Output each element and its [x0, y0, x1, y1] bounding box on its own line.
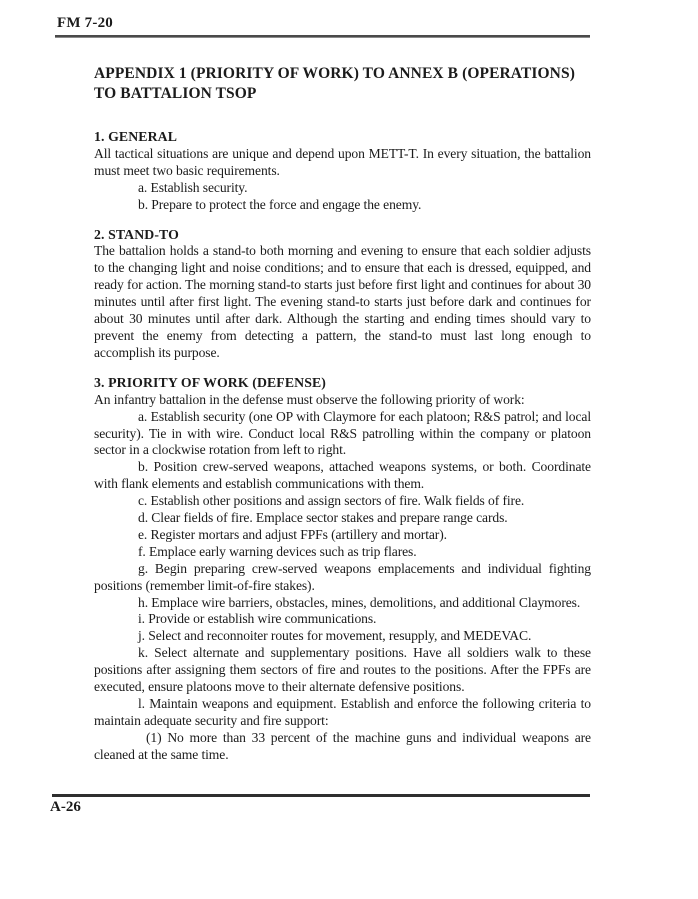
footer-page-number: A-26 [50, 799, 81, 815]
section-heading-general: 1. GENERAL [94, 129, 178, 144]
section-priority-of-work [94, 375, 591, 764]
list-item: i. Provide or establish wire communications. [138, 611, 377, 627]
list-item: g. Begin preparing crew-served weapons emplacements and individual fighting positions (remember limit-of-fire stakes). [94, 560, 591, 593]
list-item: b. Position crew-served weapons, attached weapons systems, or both. Coordinate with flank elements and establish communications with them. [94, 459, 591, 492]
list-subitem: (1) No more than 33 percent of the machine guns and individual weapons are cleaned at the same time. [94, 729, 591, 762]
list-item: e. Register mortars and adjust FPFs (artillery and mortar). [138, 526, 447, 542]
list-item: d. Clear fields of fire. Emplace sector stakes and prepare range cards. [138, 510, 508, 526]
list-item: a. Establish security (one OP with Claymore for each platoon; R&S patrol; and local security). Tie in with wire. Conduct local R&S patrolling within the company or platoon sector in a clockwise rotation from left to right. [94, 408, 591, 458]
list-item: a. Establish security. [138, 179, 248, 195]
list-item: b. Prepare to protect the force and engage the enemy. [138, 196, 422, 212]
list-item: c. Establish other positions and assign sectors of fire. Walk fields of fire. [138, 493, 525, 509]
header-rule [55, 35, 590, 38]
paragraph: The battalion holds a stand-to both morning and evening to ensure that each soldier adjusts to the changing light and noise conditions; and to ensure that each is dressed, equipped, and ready for action. The morning stand-to starts just before first light and continues for about 30 minutes until after first light. The evening stand-to starts just before dark and continues for about 30 minutes until after dark. Although the starting and ending times should vary to prevent the enemy from detecting a pattern, the stand-to must last long enough to accomplish its purpose. [94, 243, 591, 360]
appendix-title: APPENDIX 1 (PRIORITY OF WORK) TO ANNEX B (OPERATIONS) TO BATTALION TSOP [94, 65, 575, 102]
footer-rule [52, 794, 590, 797]
paragraph: All tactical situations are unique and depend upon METT-T. In every situation, the battalion must meet two basic requirements. [94, 145, 591, 178]
document-body [94, 64, 591, 764]
list-item: f. Emplace early warning devices such as trip flares. [138, 543, 417, 559]
list-item: l. Maintain weapons and equipment. Establish and enforce the following criteria to maintain adequate security and fire support: [94, 696, 591, 728]
list-item: h. Emplace wire barriers, obstacles, mines, demolitions, and additional Claymores. [138, 594, 581, 610]
section-heading-priority-of-work: 3. PRIORITY OF WORK (DEFENSE) [94, 374, 326, 390]
paragraph: An infantry battalion in the defense must observe the following priority of work: [94, 391, 525, 407]
section-general [94, 129, 591, 214]
section-stand-to [94, 227, 591, 362]
section-heading-stand-to: 2. STAND-TO [94, 226, 179, 242]
header-doc-number: FM 7-20 [57, 15, 113, 31]
list-item: k. Select alternate and supplementary positions. Have all soldiers walk to these positions after assigning them sectors of fire and routes to the positions. After the FPFs are executed, ensure platoons move to their alternate defensive positions. [94, 645, 591, 695]
list-item: j. Select and reconnoiter routes for movement, resupply, and MEDEVAC. [138, 628, 532, 644]
